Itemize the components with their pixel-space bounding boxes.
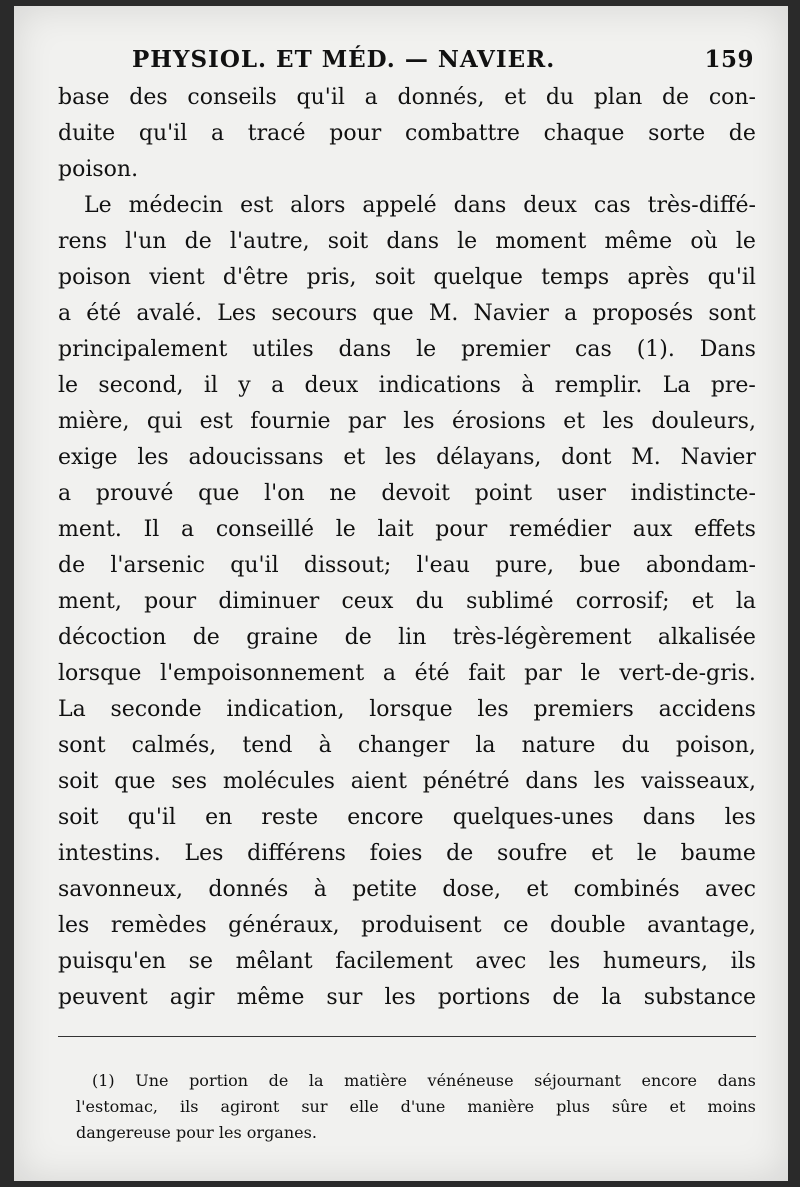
text-line: les remèdes généraux, produisent ce double avantage, [58, 913, 756, 938]
text-line: décoction de graine de lin très-légèrement alkalisée [58, 625, 756, 650]
text-line: duite qu'il a tracé pour combattre chaque sorte de [58, 121, 756, 146]
footnote-line: (1) Une portion de la matière vénéneuse séjournant encore dans [92, 1071, 756, 1090]
text-line: soit que ses molécules aient pénétré dans les vaisseaux, [58, 769, 756, 794]
footnote-rule [58, 1036, 756, 1037]
text-line: ment. Il a conseillé le lait pour remédier aux effets [58, 517, 756, 542]
text-line: mière, qui est fournie par les érosions et les douleurs, [58, 409, 756, 434]
text-line: a prouvé que l'on ne devoit point user indistincte- [58, 481, 756, 506]
footnote-line: l'estomac, ils agiront sur elle d'une manière plus sûre et moins [76, 1097, 756, 1116]
footnote [76, 1068, 756, 1146]
text-line: base des conseils qu'il a donnés, et du plan de con- [58, 85, 756, 110]
text-line: a été avalé. Les secours que M. Navier a proposés sont [58, 301, 756, 326]
text-line: soit qu'il en reste encore quelques-unes dans les [58, 805, 756, 830]
text-line: poison. [58, 157, 139, 182]
page-text-block [58, 46, 756, 1016]
book-page [14, 6, 788, 1181]
text-line: de l'arsenic qu'il dissout; l'eau pure, bue abondam- [58, 553, 756, 578]
text-line: Le médecin est alors appelé dans deux cas très-diffé- [84, 193, 756, 218]
text-line: rens l'un de l'autre, soit dans le moment même où le [58, 229, 756, 254]
running-title: PHYSIOL. ET MÉD. — NAVIER. [132, 46, 556, 73]
text-line: savonneux, donnés à petite dose, et combinés avec [58, 877, 756, 902]
footnote-line: dangereuse pour les organes. [76, 1123, 317, 1142]
text-line: exige les adoucissans et les délayans, dont M. Navier [58, 445, 756, 470]
text-line: poison vient d'être pris, soit quelque temps après qu'il [58, 265, 756, 290]
text-line: ment, pour diminuer ceux du sublimé corrosif; et la [58, 589, 756, 614]
text-line: peuvent agir même sur les portions de la substance [58, 985, 756, 1010]
text-line: La seconde indication, lorsque les premiers accidens [58, 697, 756, 722]
text-line: le second, il y a deux indications à remplir. La pre- [58, 373, 756, 398]
text-line: puisqu'en se mêlant facilement avec les humeurs, ils [58, 949, 756, 974]
text-line: principalement utiles dans le premier cas (1). Dans [58, 337, 756, 362]
text-line: sont calmés, tend à changer la nature du poison, [58, 733, 756, 758]
text-line: lorsque l'empoisonnement a été fait par le vert-de-gris. [58, 661, 756, 686]
page-number: 159 [704, 46, 754, 73]
running-header [58, 46, 756, 80]
text-line: intestins. Les différens foies de soufre et le baume [58, 841, 756, 866]
body-text [58, 80, 756, 1016]
